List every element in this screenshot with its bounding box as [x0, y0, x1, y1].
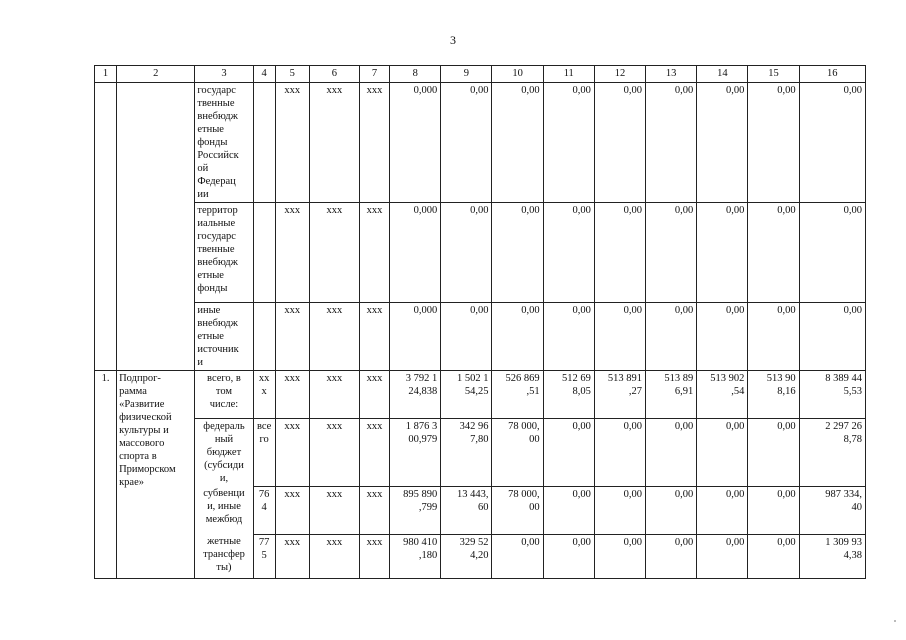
cell-col-12: 0,00: [594, 83, 645, 203]
budget-table: [94, 65, 866, 579]
cell-col-10: 0,00: [492, 203, 543, 303]
cell-col-3: всего, в том числе:: [195, 371, 253, 419]
cell-col-3: иные внебюдж етные источник и: [195, 303, 253, 371]
cell-col-11: 0,00: [543, 534, 594, 578]
subprogram-row: [95, 371, 866, 419]
cell-col-12: 0,00: [594, 486, 645, 534]
cell-col-5: xxx: [275, 371, 309, 419]
cell-col-13: 0,00: [646, 419, 697, 487]
cell-col-13: 0,00: [646, 534, 697, 578]
cell-col-11: 0,00: [543, 419, 594, 487]
cell-col-15: 0,00: [748, 303, 799, 371]
cell-col-6: xxx: [309, 534, 359, 578]
cell-col-5: xxx: [275, 486, 309, 534]
cell-col-16: 0,00: [799, 203, 865, 303]
cell-col-15: 0,00: [748, 203, 799, 303]
scan-speck: [894, 620, 896, 622]
cell-col-8: 0,000: [390, 203, 441, 303]
cell-col-14: 0,00: [697, 203, 748, 303]
cell-col-14: 513 902 ,54: [697, 371, 748, 419]
cell-col-15: 0,00: [748, 534, 799, 578]
cell-col-14: 0,00: [697, 419, 748, 487]
cell-col-16: 8 389 44 5,53: [799, 371, 865, 419]
cell-col-10: 0,00: [492, 83, 543, 203]
cell-col-5: xxx: [275, 534, 309, 578]
program-name-cell: [117, 83, 195, 371]
cell-col-6: xxx: [309, 486, 359, 534]
cell-col-3: жетные трансфер ты): [195, 534, 253, 578]
header-cell: 2: [117, 66, 195, 83]
table-row: [95, 303, 866, 371]
cell-col-13: 0,00: [646, 83, 697, 203]
cell-col-6: xxx: [309, 203, 359, 303]
cell-col-8: 1 876 3 00,979: [390, 419, 441, 487]
header-cell: 12: [594, 66, 645, 83]
cell-col-4: [253, 83, 275, 203]
cell-col-10: 0,00: [492, 303, 543, 371]
cell-col-16: 0,00: [799, 303, 865, 371]
cell-col-8: 3 792 1 24,838: [390, 371, 441, 419]
cell-col-7: xxx: [359, 486, 389, 534]
cell-col-7: xxx: [359, 83, 389, 203]
cell-col-9: 0,00: [441, 303, 492, 371]
cell-col-4: все го: [253, 419, 275, 487]
cell-col-11: 0,00: [543, 83, 594, 203]
cell-col-8: 0,000: [390, 83, 441, 203]
cell-col-16: 0,00: [799, 83, 865, 203]
cell-col-11: 512 69 8,05: [543, 371, 594, 419]
cell-col-9: 13 443, 60: [441, 486, 492, 534]
page-number: 3: [450, 33, 456, 47]
cell-col-9: 0,00: [441, 83, 492, 203]
cell-col-9: 342 96 7,80: [441, 419, 492, 487]
cell-col-6: xxx: [309, 83, 359, 203]
cell-col-15: 513 90 8,16: [748, 371, 799, 419]
cell-col-12: 0,00: [594, 419, 645, 487]
header-cell: 4: [253, 66, 275, 83]
subprogram-number: 1.: [95, 371, 117, 579]
cell-col-5: xxx: [275, 419, 309, 487]
cell-col-4: 77 5: [253, 534, 275, 578]
cell-col-14: 0,00: [697, 486, 748, 534]
cell-col-11: 0,00: [543, 486, 594, 534]
cell-col-4: хх х: [253, 371, 275, 419]
table-row: [95, 203, 866, 303]
cell-col-8: 895 890 ,799: [390, 486, 441, 534]
subprogram-row: [95, 419, 866, 487]
cell-col-6: xxx: [309, 371, 359, 419]
header-cell: 10: [492, 66, 543, 83]
subprogram-row: [95, 534, 866, 578]
cell-col-9: 329 52 4,20: [441, 534, 492, 578]
cell-col-16: 987 334, 40: [799, 486, 865, 534]
table-row: [95, 83, 866, 203]
header-cell: 3: [195, 66, 253, 83]
cell-col-14: 0,00: [697, 534, 748, 578]
cell-col-16: 2 297 26 8,78: [799, 419, 865, 487]
header-cell: 5: [275, 66, 309, 83]
cell-col-5: xxx: [275, 203, 309, 303]
subprogram-name: Подпрог- рамма «Развитие физической культуры и массового спорта в Приморском крае»: [117, 371, 195, 579]
cell-col-9: 1 502 1 54,25: [441, 371, 492, 419]
cell-col-7: xxx: [359, 419, 389, 487]
header-cell: 9: [441, 66, 492, 83]
cell-col-5: xxx: [275, 303, 309, 371]
cell-col-5: xxx: [275, 83, 309, 203]
cell-col-4: [253, 303, 275, 371]
header-cell: 13: [646, 66, 697, 83]
header-cell: 8: [390, 66, 441, 83]
cell-col-13: 513 89 6,91: [646, 371, 697, 419]
header-cell: 15: [748, 66, 799, 83]
cell-col-4: 76 4: [253, 486, 275, 534]
cell-col-11: 0,00: [543, 203, 594, 303]
cell-col-13: 0,00: [646, 303, 697, 371]
header-cell: 14: [697, 66, 748, 83]
cell-col-12: 0,00: [594, 534, 645, 578]
cell-col-15: 0,00: [748, 83, 799, 203]
cell-col-3: федераль ный бюджет (субсиди и,: [195, 419, 253, 487]
cell-col-12: 513 891 ,27: [594, 371, 645, 419]
header-cell: 11: [543, 66, 594, 83]
header-cell: 16: [799, 66, 865, 83]
cell-col-15: 0,00: [748, 419, 799, 487]
cell-col-15: 0,00: [748, 486, 799, 534]
cell-col-13: 0,00: [646, 486, 697, 534]
header-cell: 1: [95, 66, 117, 83]
cell-col-7: xxx: [359, 534, 389, 578]
cell-col-13: 0,00: [646, 203, 697, 303]
cell-col-12: 0,00: [594, 303, 645, 371]
cell-col-3: государс твенные внебюдж етные фонды Российск ой Федерац ии: [195, 83, 253, 203]
cell-col-9: 0,00: [441, 203, 492, 303]
cell-col-3: территор иальные государс твенные внебюдж етные фонды: [195, 203, 253, 303]
cell-col-8: 980 410 ,180: [390, 534, 441, 578]
cell-col-14: 0,00: [697, 303, 748, 371]
cell-col-4: [253, 203, 275, 303]
row-number-cell: [95, 83, 117, 371]
subprogram-row: [95, 486, 866, 534]
cell-col-6: xxx: [309, 419, 359, 487]
header-cell: 7: [359, 66, 389, 83]
cell-col-16: 1 309 93 4,38: [799, 534, 865, 578]
cell-col-10: 526 869 ,51: [492, 371, 543, 419]
cell-col-6: xxx: [309, 303, 359, 371]
cell-col-8: 0,000: [390, 303, 441, 371]
cell-col-7: xxx: [359, 203, 389, 303]
cell-col-7: xxx: [359, 303, 389, 371]
cell-col-12: 0,00: [594, 203, 645, 303]
cell-col-7: xxx: [359, 371, 389, 419]
header-cell: 6: [309, 66, 359, 83]
cell-col-10: 78 000, 00: [492, 486, 543, 534]
header-row: [95, 66, 866, 83]
cell-col-14: 0,00: [697, 83, 748, 203]
cell-col-3: субвенци и, иные межбюд: [195, 486, 253, 534]
cell-col-10: 0,00: [492, 534, 543, 578]
cell-col-10: 78 000, 00: [492, 419, 543, 487]
cell-col-11: 0,00: [543, 303, 594, 371]
